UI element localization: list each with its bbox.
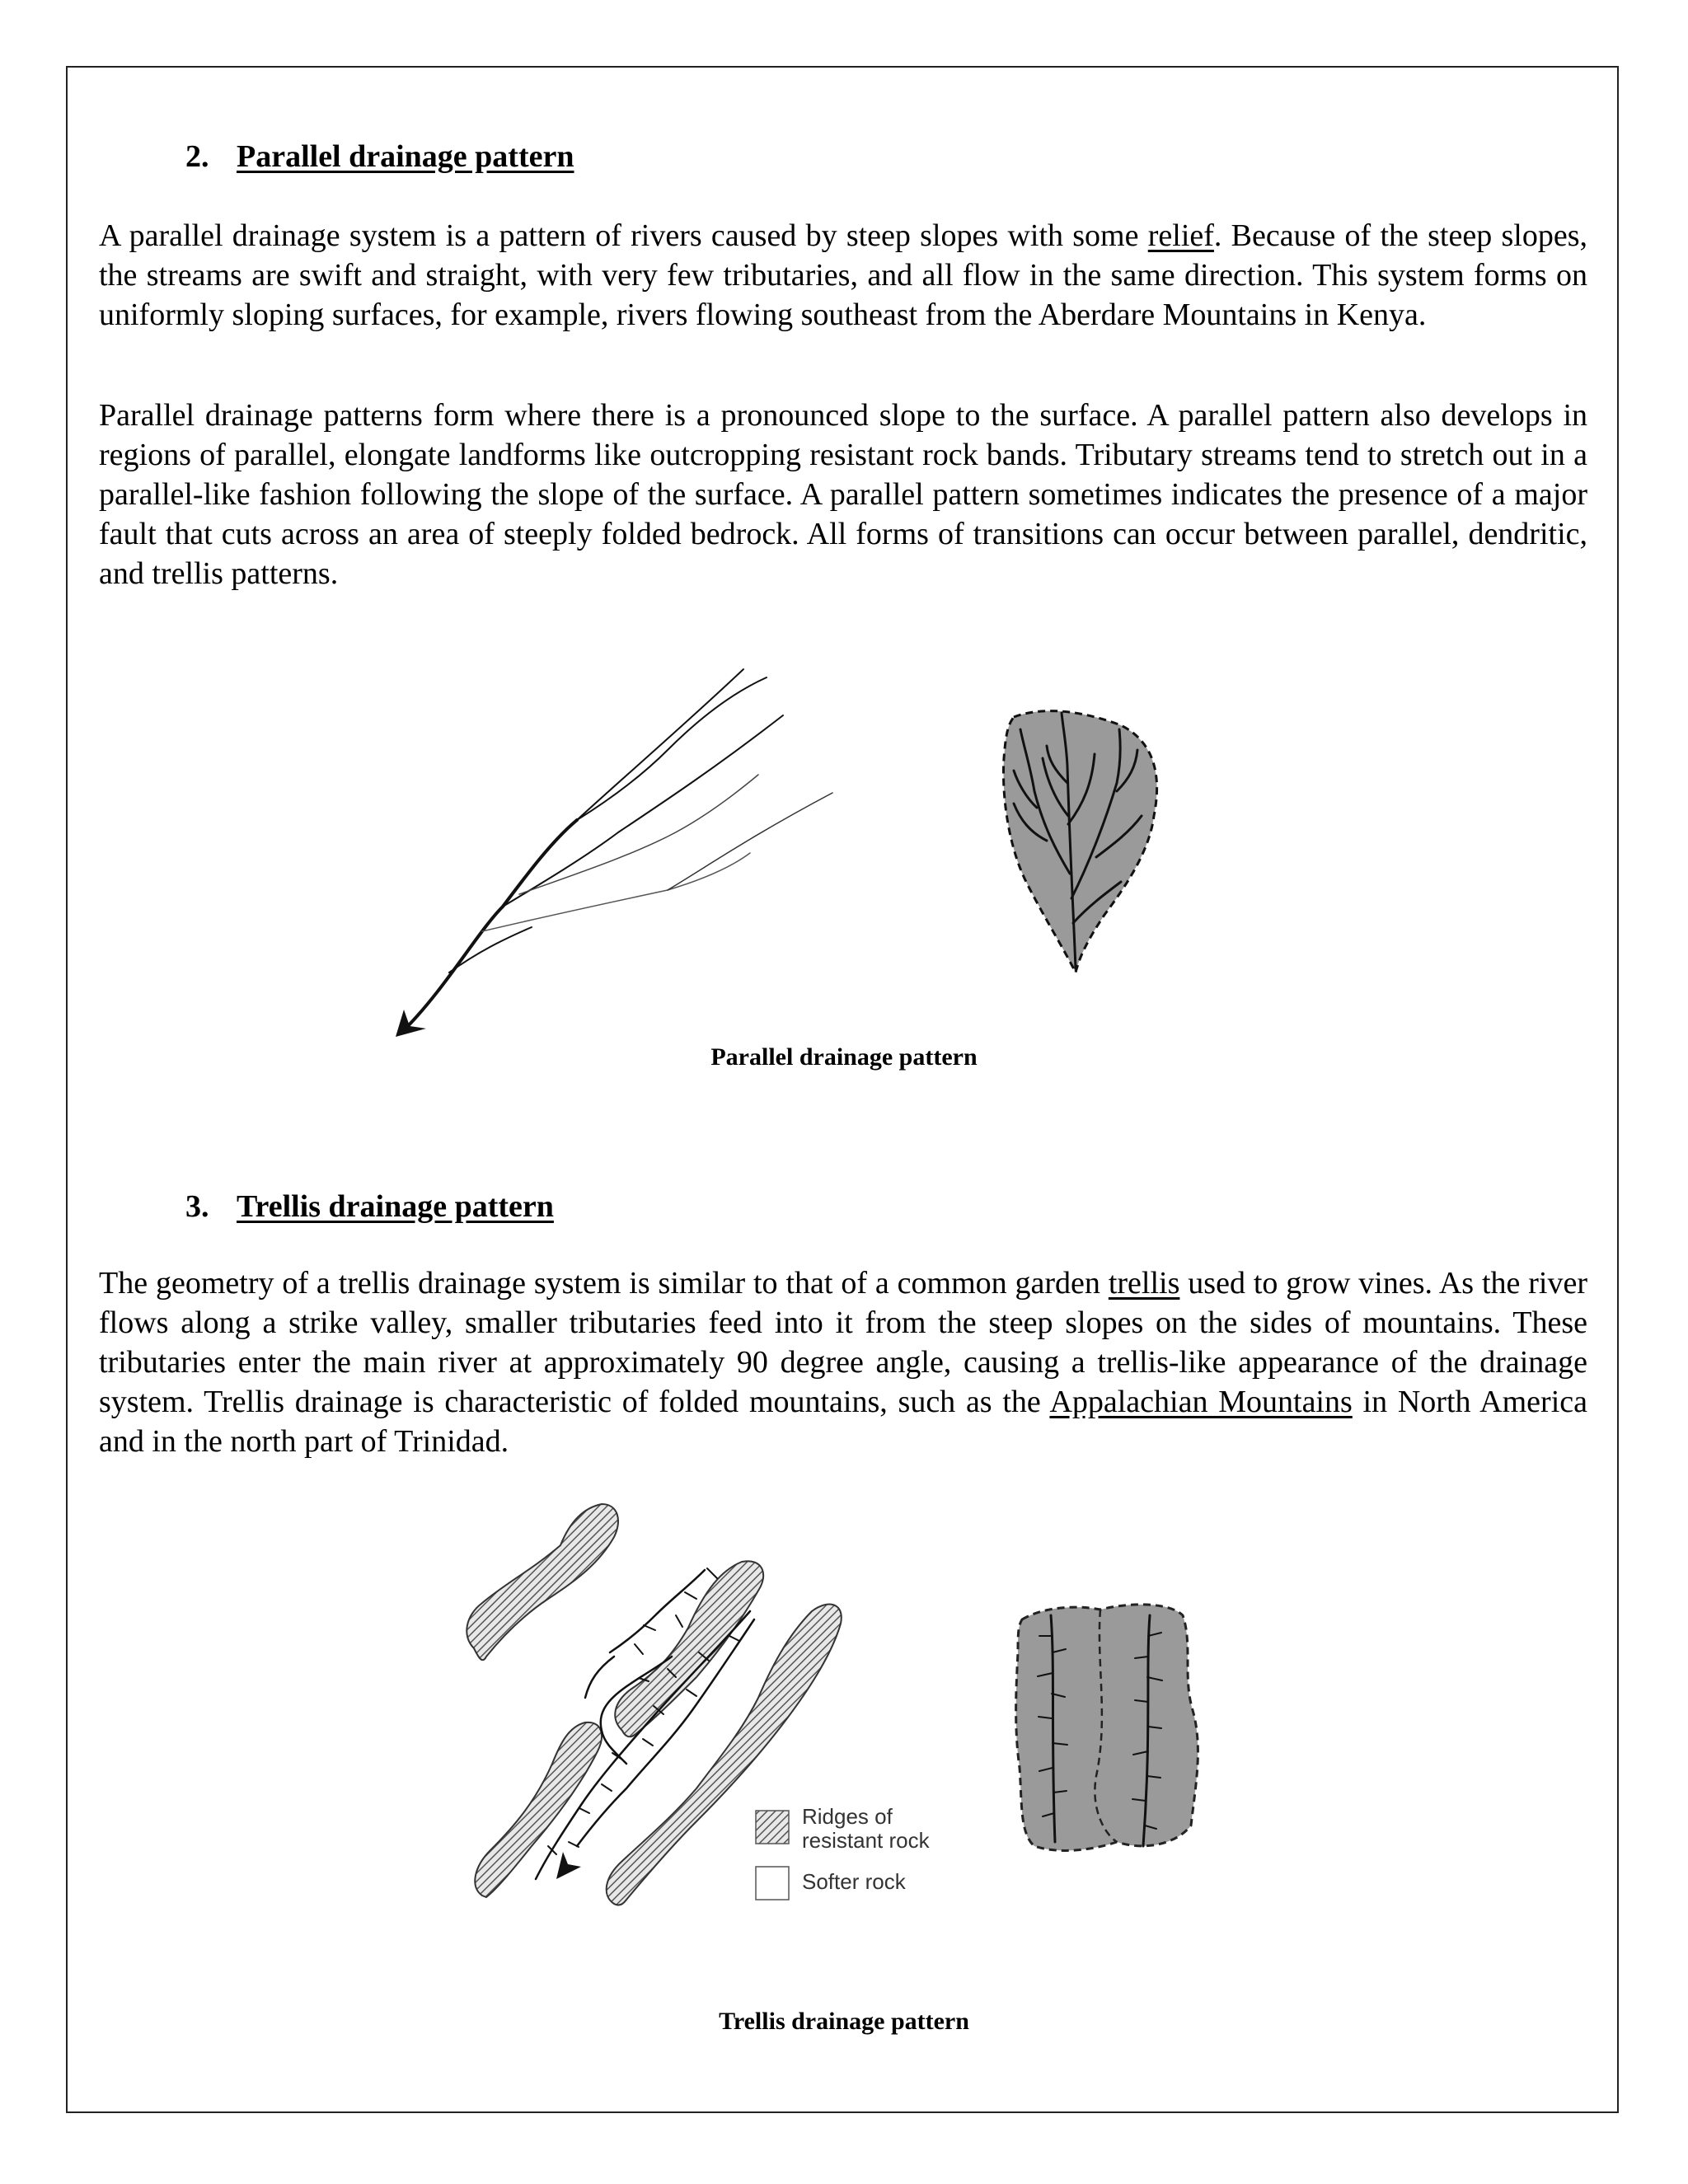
text-run: The geometry of a trellis drainage system is similar to that of a common garden xyxy=(99,1266,1109,1301)
stream-line xyxy=(519,775,758,894)
ridge-band xyxy=(467,1504,618,1660)
parallel-basin-diagram xyxy=(997,701,1162,981)
section-title: Parallel drainage pattern xyxy=(237,139,574,174)
basin-shape xyxy=(1016,1605,1198,1851)
legend-ridges-label: resistant rock xyxy=(802,1828,930,1853)
trellis-basin-diagram xyxy=(1010,1595,1207,1858)
ridge-band xyxy=(607,1605,842,1905)
stream-line xyxy=(577,669,743,820)
text-run: in North America and in the north part of Trinidad. xyxy=(99,1385,1587,1459)
relief-link[interactable]: relief xyxy=(1147,218,1214,253)
section-heading-trellis xyxy=(185,1188,554,1225)
parallel-paragraph-1 xyxy=(99,216,1587,335)
trellis-link[interactable]: trellis xyxy=(1108,1266,1180,1301)
section-number: 3. xyxy=(185,1189,209,1224)
trellis-ridges-diagram xyxy=(457,1492,930,1929)
legend-ridges-label: Ridges of xyxy=(802,1804,893,1829)
stream-line xyxy=(577,1619,754,1846)
appalachian-mountains-link[interactable]: Appalachian Mountains xyxy=(1049,1385,1353,1419)
section-number: 2. xyxy=(185,139,209,174)
text-run: A parallel drainage system is a pattern of rivers caused by steep slopes with some xyxy=(99,218,1148,253)
legend xyxy=(756,1804,931,1900)
stream-line xyxy=(668,793,832,890)
main-stream xyxy=(404,820,577,1030)
legend-softer-swatch xyxy=(756,1867,789,1900)
text-run: . Because of the steep slopes, the streams are swift and straight, with very few tributaries, and all flow in the same direction. This system forms on uniformly sloping surfaces, for example, rivers flowing southeast from the Aberdare Mountains in Kenya. xyxy=(99,218,1587,332)
legend-softer-label: Softer rock xyxy=(802,1869,906,1894)
figure-caption-parallel: Parallel drainage pattern xyxy=(710,1043,978,1071)
stream-line xyxy=(449,927,532,972)
stream-line xyxy=(503,715,783,907)
stream-line xyxy=(585,1657,614,1698)
ridge-band xyxy=(615,1561,763,1736)
flow-arrow-icon xyxy=(556,1852,581,1879)
legend-ridges-swatch xyxy=(756,1811,789,1844)
figure-caption-trellis: Trellis drainage pattern xyxy=(719,2008,969,2035)
stream-line xyxy=(482,853,750,931)
text-run: used to grow vines. As the river flows along a strike valley, smaller tributaries feed into it from the steep slopes on the sides of mountains. These tributaries enter the main river at approximately 90 degree angle, causing a trellis-like appearance of the drainage system. Trellis drainage is characteristic of folded mountains, such as the xyxy=(99,1266,1588,1419)
section-title: Trellis drainage pattern xyxy=(237,1189,554,1224)
parallel-streams-diagram xyxy=(387,659,857,1047)
trellis-paragraph xyxy=(99,1263,1587,1461)
parallel-paragraph-2: Parallel drainage patterns form where there is a pronounced slope to the surface. A parallel pattern also develops in regions of parallel, elongate landforms like outcropping resistant rock bands. Tributary streams tend to stretch out in a parallel-like fashion following the slope of the surface. A parallel pattern sometimes indicates the presence of a major fault that cuts across an area of steeply folded bedrock. All forms of transitions can occur between parallel, dendritic, and trellis patterns. xyxy=(99,398,1587,591)
section-heading-parallel xyxy=(185,138,574,175)
